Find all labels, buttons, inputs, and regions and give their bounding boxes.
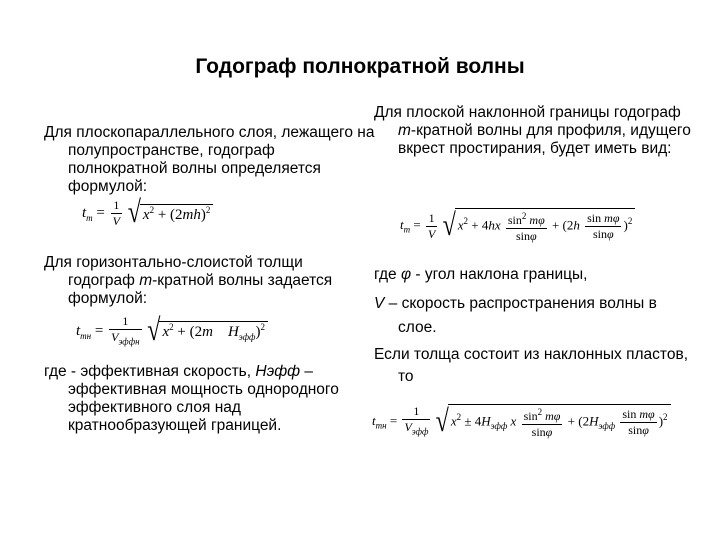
right-para1-a: Для плоской наклонной границы годограф: [374, 104, 681, 121]
left-para3-a: где - эффективная скорость,: [44, 363, 256, 380]
right-para3-b: – скорость распространения волны в слое.: [384, 295, 657, 336]
right-para1-b: -кратной волны для профиля, идущего вкрест простирания, будет иметь вид:: [398, 122, 691, 157]
right-paragraph-3: [374, 292, 698, 340]
right-para2-b: - угол наклона границы,: [411, 266, 588, 283]
left-paragraph-1: Для плоскопараллельного слоя, лежащего на полупространстве, годограф полнократной волны определяется формулой:: [44, 124, 375, 195]
slide-title: Годограф полнократной волны: [195, 55, 525, 78]
right-paragraph-2: [374, 266, 698, 284]
left-para3-H: Нэфф: [255, 363, 301, 380]
right-paragraph-4: Если толща состоит из наклонных пластов, то: [374, 346, 689, 385]
formula-1: $t_m$ = $\frac{1}{V}$ √ $x^2 + (2mh)^2$: [82, 198, 213, 229]
formula-4: $t_{mн}$ = $\frac{1}{V_{эфф}}$ √ $x^2 \pm 4H_{эфф}$ x $\frac{\sin^2 m\varphi}{\sin\varphi}$ + ($2H_{эфф}$ $\frac{\text{sin mφ}}{\sin\varphi}$ )$^2$: [372, 404, 671, 440]
right-para1-m: m: [398, 122, 411, 139]
right-para2-a: где: [374, 266, 401, 283]
left-paragraph-2: [44, 254, 358, 308]
right-paragraph-1: [374, 104, 698, 158]
left-paragraph-3: [44, 363, 368, 435]
left-para2-b: -кратной волны задается формулой:: [68, 272, 333, 307]
formula-3: $t_m$ = $\frac{1}{V}$ √ $x^2 + 4hx$ $\frac{\sin^2 m\varphi}{\sin\varphi}$ + (2h $\frac{\text{sin mφ}}{\sin\varphi}$ )$^2$: [400, 208, 635, 244]
left-para2-a: Для горизонтально-слоистой толщи годограф: [44, 254, 303, 289]
right-para2-phi: φ: [400, 266, 412, 283]
formula-2: $t_{mн}$ = $\frac{1}{V_{эффн}}$ √ $x^2 + (2m$ $H_{эфф})^2$: [76, 314, 268, 349]
left-para2-m: m: [139, 272, 153, 289]
right-para3-V: V: [374, 295, 385, 312]
left-para3-b: – эффективная мощность однородного эффективного слоя над кратнообразующей границей.: [68, 363, 339, 434]
